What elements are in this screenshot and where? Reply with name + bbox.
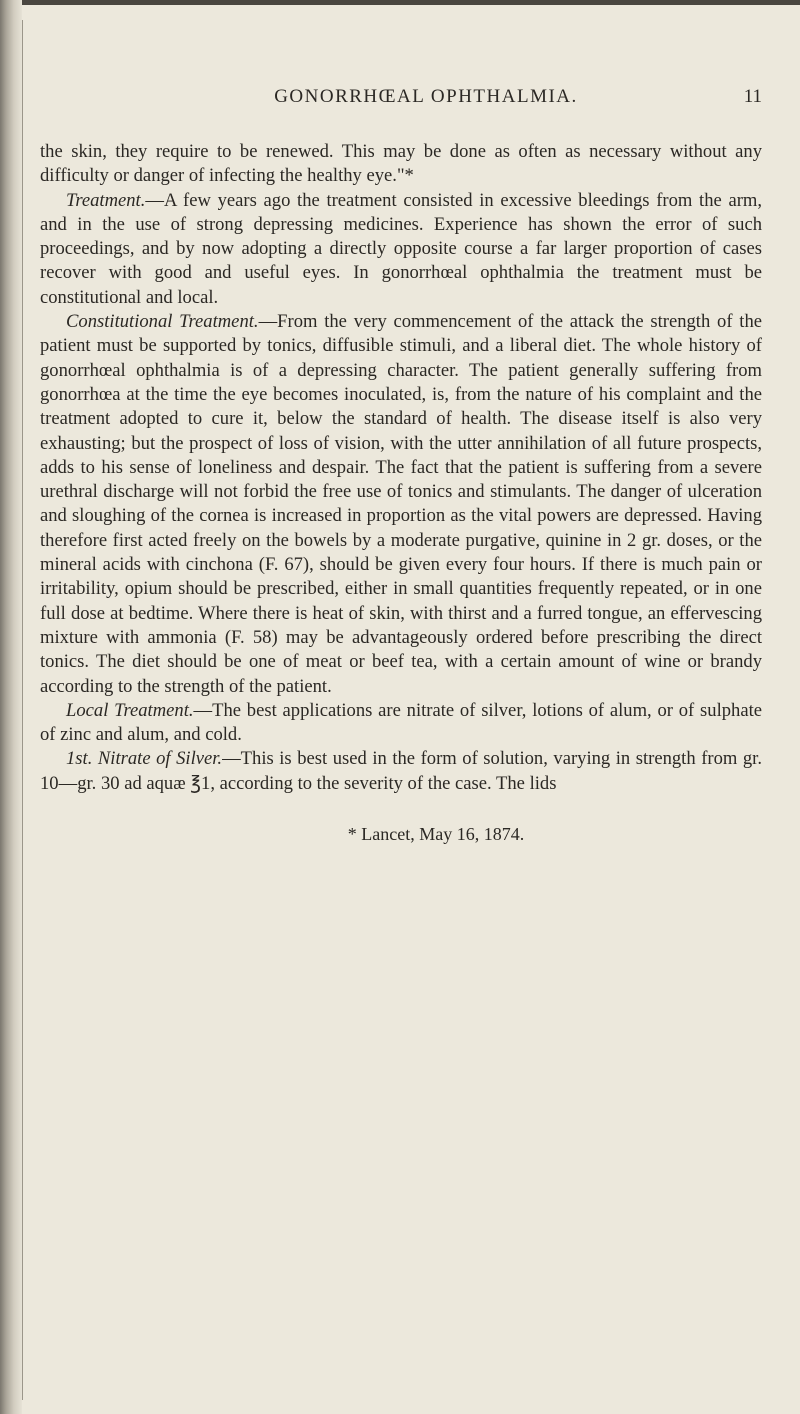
running-head (40, 86, 762, 116)
paragraph-nitrate-of-silver (40, 747, 762, 796)
paragraph-treatment (40, 189, 762, 310)
paragraph-continuation (40, 140, 762, 189)
section-heading: 1st. Nitrate of Silver. (66, 748, 223, 770)
paragraph-text: —This is best used in the form of solution, varying in strength from gr. 10—gr. 30 ad aquæ ℥1, according to the severity of the case. The lids (40, 748, 762, 794)
spine-rule-line (22, 20, 23, 1400)
book-spine-shadow (0, 0, 22, 1414)
book-page (40, 86, 762, 845)
page-number: 11 (743, 86, 762, 107)
footnote: * Lancet, May 16, 1874. (347, 824, 525, 845)
paragraph-text: —A few years ago the treatment consisted in excessive bleedings from the arm, and in the use of strong depressing medicines. Experience has shown the error of such proceedings, and by now adopting a directly opposite course a far larger proportion of cases recover with good and useful eyes. In gonorrhœal ophthalmia the treatment must be constitutional and local. (40, 189, 762, 308)
paragraph-local-treatment (40, 699, 762, 748)
paragraph-text: —From the very commencement of the attack the strength of the patient must be supported by tonics, diffusible stimuli, and a liberal diet. The whole history of gonorrhœal ophthalmia is of a depressing character. The patient generally suffering from gonorrhœa at the time the eye becomes inoculated, is, from the nature of his complaint and the treatment adopted to cure it, below the standard of health. The disease itself is also very exhausting; but the prospect of loss of vision, with the utter annihilation of all future prospects, adds to his sense of loneliness and despair. The fact that the patient is suffering from a severe urethral discharge will not forbid the free use of tonics and stimulants. The danger of ulceration and sloughing of the cornea is increased in proportion as the vital powers are depressed. Having therefore first acted freely on the bowels by a moderate purgative, quinine in 2 gr. doses, or the mineral acids with cinchona (F. 67), should be given every four hours. If there is much pain or irritability, opium should be prescribed, either in small quantities frequently repeated, or in one full dose at bedtime. Where there is heat of skin, with thirst and a furred tongue, an effervescing mixture with ammonia (F. 58) may be advantageously ordered before prescribing the direct tonics. The diet should be one of meat or beef tea, with a certain amount of wine or brandy according to the strength of the patient. (40, 311, 763, 697)
section-heading: Constitutional Treatment. (66, 311, 259, 333)
section-heading: Treatment. (66, 189, 146, 211)
body-text (40, 140, 762, 796)
paragraph-text: the skin, they require to be renewed. This may be done as often as necessary without any difficulty or danger of infecting the healthy eye."* (40, 141, 762, 187)
running-title: GONORRHŒAL OPHTHALMIA. (274, 86, 578, 107)
page-top-edge (0, 0, 800, 5)
paragraph-constitutional-treatment (40, 310, 762, 699)
paragraph-text: —The best applications are nitrate of silver, lotions of alum, or of sulphate of zinc and alum, and cold. (40, 699, 762, 746)
section-heading: Local Treatment. (66, 699, 194, 721)
